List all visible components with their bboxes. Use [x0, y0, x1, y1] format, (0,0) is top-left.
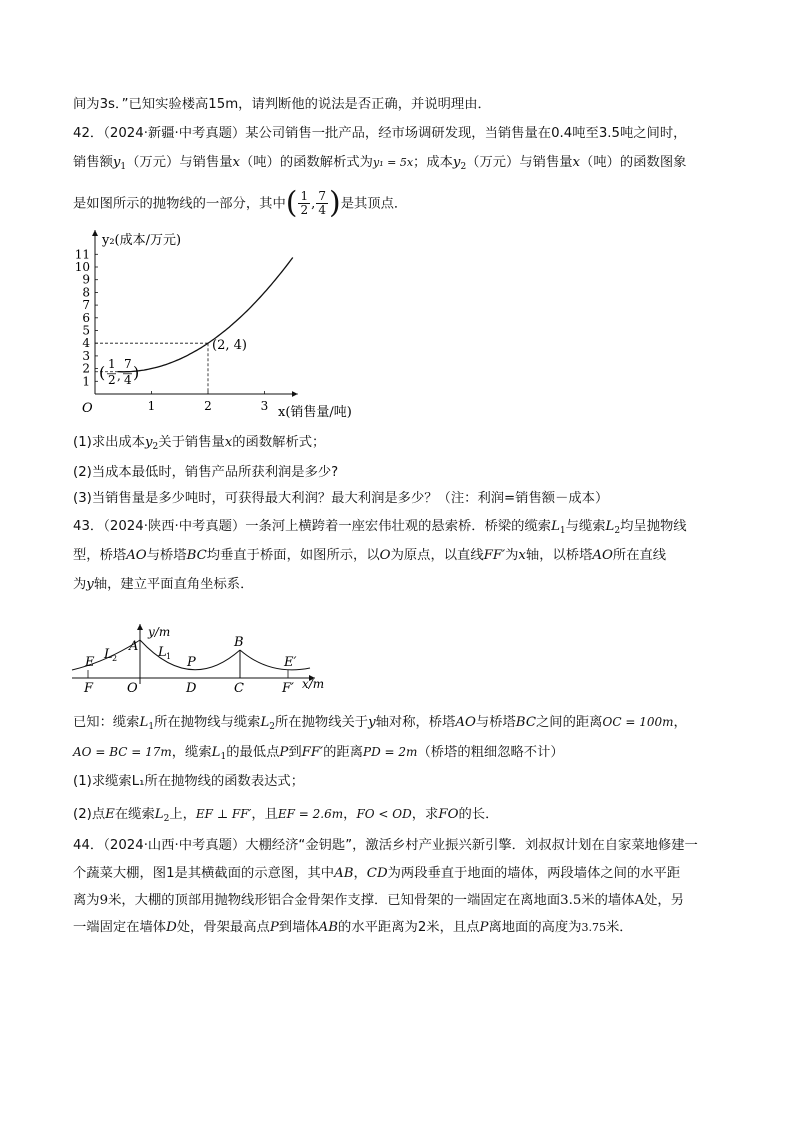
- q43-part-2: (2)点E在缆索$L_2$上，EF ⊥ FF′，且EF = 2.6m，FO < OD，求FO的长．: [73, 807, 499, 824]
- q44-line-2: 个蔬菜大棚，图1是其横截面的示意图，其中AB，CD为两段垂直于地面的墙体，两段墙体之间的水平距: [73, 866, 681, 881]
- svg-text:1: 1: [166, 652, 172, 661]
- q42-line-1: 42．（2024·新疆·中考真题）某公司销售一批产品，经市场调研发现，当销售量在0.4吨至3.5吨之间时，: [73, 126, 687, 141]
- y-tick-label: 4: [82, 336, 90, 351]
- parabola-curve: [118, 258, 293, 372]
- svg-text:(: (: [99, 362, 106, 382]
- svg-text:F: F: [84, 681, 94, 696]
- svg-text:P: P: [187, 655, 196, 670]
- svg-text:C: C: [234, 681, 244, 696]
- y-tick-label: 10: [74, 260, 90, 274]
- y-tick-label: 7: [82, 298, 90, 313]
- y-axis-label: y₂(成本/万元): [102, 233, 182, 248]
- y-tick-label: 6: [82, 310, 90, 325]
- vertex-label: [99, 357, 139, 387]
- y-tick-label: 11: [74, 247, 90, 262]
- svg-text:L: L: [158, 645, 167, 660]
- x-axis-label: x(销售量/吨): [278, 405, 352, 420]
- q43-line-4: 已知：缆索$L_1$所在抛物线与缆索$L_2$所在抛物线关于y轴对称，桥塔AO与桥塔BC之间的距离OC = 100m，: [73, 715, 687, 732]
- svg-text:A: A: [129, 639, 139, 654]
- y-tick-label: 9: [82, 272, 90, 287]
- svg-text:2: 2: [108, 372, 116, 387]
- cable-right: [240, 650, 310, 670]
- q42-part-2: (2)当成本最低时，销售产品所获利润是多少?: [73, 465, 339, 480]
- q43-line-1: 43．（2024·陕西·中考真题）一条河上横跨着一座宏伟壮观的悬索桥．桥梁的缆索$L_1$与缆索$L_2$均呈抛物线: [73, 519, 687, 536]
- fraction-seven-fourths: $\frac{7}{4}$: [318, 189, 326, 217]
- q43-line-5: AO = BC = 17m，缆索$L_1$的最低点P到FF′的距离PD = 2m（桥塔的粗细忽略不计）: [73, 745, 564, 762]
- q43-part-1: (1)求缆索L₁所在抛物线的函数表达式；: [73, 774, 305, 789]
- svg-text:B: B: [234, 635, 244, 650]
- svg-text:4: 4: [124, 372, 132, 387]
- q44-line-4: 一端固定在墙体D处，骨架最高点P到墙体AB的水平距离为2米，且点P离地面的高度为3.75米．: [73, 920, 633, 935]
- x-tick-label: 3: [260, 399, 269, 413]
- fraction-half: $\frac{1}{2}$: [300, 189, 309, 217]
- x-tick-label: 1: [147, 399, 156, 413]
- svg-text:O: O: [127, 681, 138, 696]
- point-label: (2, 4): [212, 338, 247, 354]
- q42-part-1: (1)求出成本$y_2$关于销售量x的函数解析式；: [73, 435, 326, 452]
- y-tick-label: 8: [82, 285, 90, 300]
- suspension-bridge-figure: [70, 618, 340, 698]
- svg-text:E: E: [85, 655, 95, 670]
- text-line-1: 间为3s．”已知实验楼高15m，请判断他的说法是否正确，并说明理由．: [73, 97, 491, 112]
- svg-text:7: 7: [124, 356, 132, 371]
- q42-part-3: (3)当销售量是多少吨时，可获得最大利润？最大利润是多少？（注：利润=销售额－成本）: [73, 491, 609, 506]
- q43-line-3: 为y轴，建立平面直角坐标系．: [73, 577, 254, 592]
- svg-text:F′: F′: [282, 681, 294, 696]
- svg-text:2: 2: [112, 654, 118, 663]
- y-tick-label: 1: [82, 374, 90, 389]
- q42-line-2: 销售额$y_1$（万元）与销售量x（吨）的函数解析式为y₁ = 5x；成本$y_2$（万元）与销售量x（吨）的函数图象: [73, 155, 687, 172]
- svg-text:D: D: [186, 681, 197, 696]
- svg-text:L: L: [104, 647, 113, 662]
- y-tick-label: 3: [82, 348, 90, 363]
- q43-line-2: 型，桥塔AO与桥塔BC均垂直于桥面，如图所示，以O为原点，以直线FF′为x轴，以桥塔AO所在直线: [73, 548, 667, 563]
- origin-label: O: [82, 401, 93, 416]
- q42-line-3: 是如图所示的抛物线的一部分，其中( $\frac{1}{2}$ , $\frac{7}{4}$ )是其顶点．: [73, 185, 408, 221]
- y-tick-label: 2: [82, 361, 90, 376]
- svg-text:): ): [133, 362, 140, 382]
- svg-text:E′: E′: [284, 655, 297, 670]
- q44-line-3: 离为9米，大棚的顶部用抛物线形铝合金骨架作支撑．已知骨架的一端固定在离地面3.5米的墙体A处，另: [73, 893, 684, 908]
- q44-line-1: 44．（2024·山西·中考真题）大棚经济“金钥匙”，激活乡村产业振兴新引擎．刘叔叔计划在自家菜地修建一: [73, 838, 698, 853]
- svg-text:1: 1: [108, 356, 116, 371]
- svg-text:,: ,: [117, 368, 121, 383]
- y-tick-label: 5: [82, 323, 90, 338]
- svg-text:x/m: x/m: [302, 677, 325, 691]
- x-tick-label: 2: [204, 399, 212, 413]
- cost-parabola-chart: [60, 222, 400, 422]
- svg-text:y/m: y/m: [148, 625, 171, 639]
